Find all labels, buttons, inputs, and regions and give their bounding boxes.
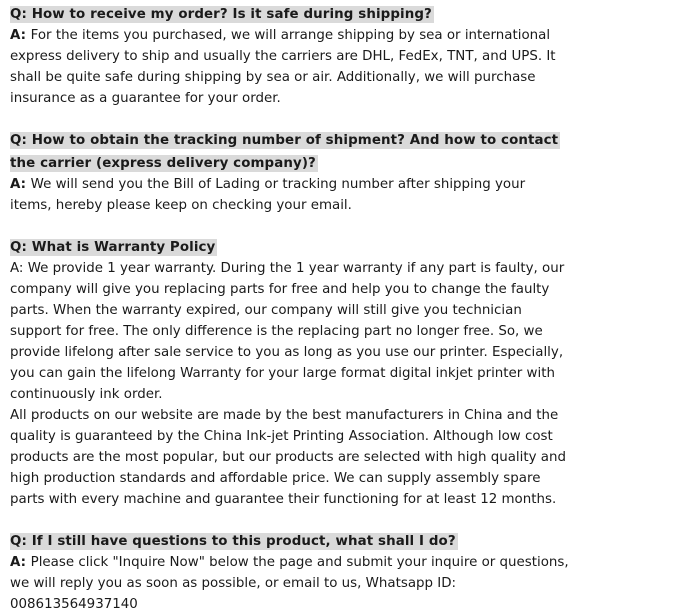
question-prefix: Q: <box>10 133 32 148</box>
answer-body: We will send you the Bill of Lading or tracking number after shipping your items, hereby please keep on checking your email. <box>10 177 526 213</box>
question-prefix: Q: <box>10 240 32 255</box>
question-row <box>10 235 575 258</box>
question-heading <box>10 6 434 23</box>
question-heading <box>10 533 458 550</box>
answer-prefix: A: <box>10 555 31 570</box>
question-prefix: Q: <box>10 7 32 22</box>
answer-text <box>10 258 570 405</box>
answer-body: For the items you purchased, we will arrange shipping by sea or international express delivery to ship and usually the carriers are DHL, FedEx, TNT, and UPS. It shall be quite safe during shipping by sea or air. Additionally, we will purchase insurance as a guarantee for your order. <box>10 28 556 106</box>
faq-item-shipping <box>10 2 677 109</box>
question-row <box>10 2 575 25</box>
answer-text <box>10 552 570 615</box>
question-text: How to receive my order? Is it safe during shipping? <box>31 7 432 22</box>
answer-body: We provide 1 year warranty. During the 1 year warranty if any part is faulty, our company will give you replacing parts for free and help you to change the faulty parts. When the warranty expired, our company will still give you technician support for free. The only difference is the replacing part no longer free. So, we provide lifelong after sale service to you as long as you use our printer. Especially, you can gain the lifelong Warranty for your large format digital inkjet printer with continuously ink order. <box>10 261 565 402</box>
question-row <box>10 529 575 552</box>
question-text: How to obtain the tracking number of shipment? And how to contact the carrier (express delivery company)? <box>10 133 559 171</box>
answer-text <box>10 25 570 109</box>
question-heading <box>10 239 217 256</box>
faq-item-tracking <box>10 128 677 216</box>
question-text: If I still have questions to this product, what shall I do? <box>31 534 456 549</box>
question-heading <box>10 132 560 172</box>
answer-prefix: A: <box>10 261 28 276</box>
answer-prefix: A: <box>10 177 31 192</box>
answer-extra-text: All products on our website are made by the best manufacturers in China and the quality is guaranteed by the China Ink-jet Printing Association. Although low cost products are the most popular, but our products are selected with high quality and high production standards and affordable price. We can supply assembly spare parts with every machine and guarantee their functioning for at least 12 months. <box>10 408 566 507</box>
answer-body: Please click "Inquire Now" below the page and submit your inquire or questions, we will reply you as soon as possible, or email to us, Whatsapp ID: 008613564937140 <box>10 555 569 612</box>
faq-item-warranty <box>10 235 677 510</box>
question-prefix: Q: <box>10 534 32 549</box>
question-row <box>10 128 575 174</box>
question-text: What is Warranty Policy <box>31 240 216 255</box>
faq-item-questions <box>10 529 677 615</box>
answer-prefix: A: <box>10 28 31 43</box>
answer-text <box>10 174 570 216</box>
